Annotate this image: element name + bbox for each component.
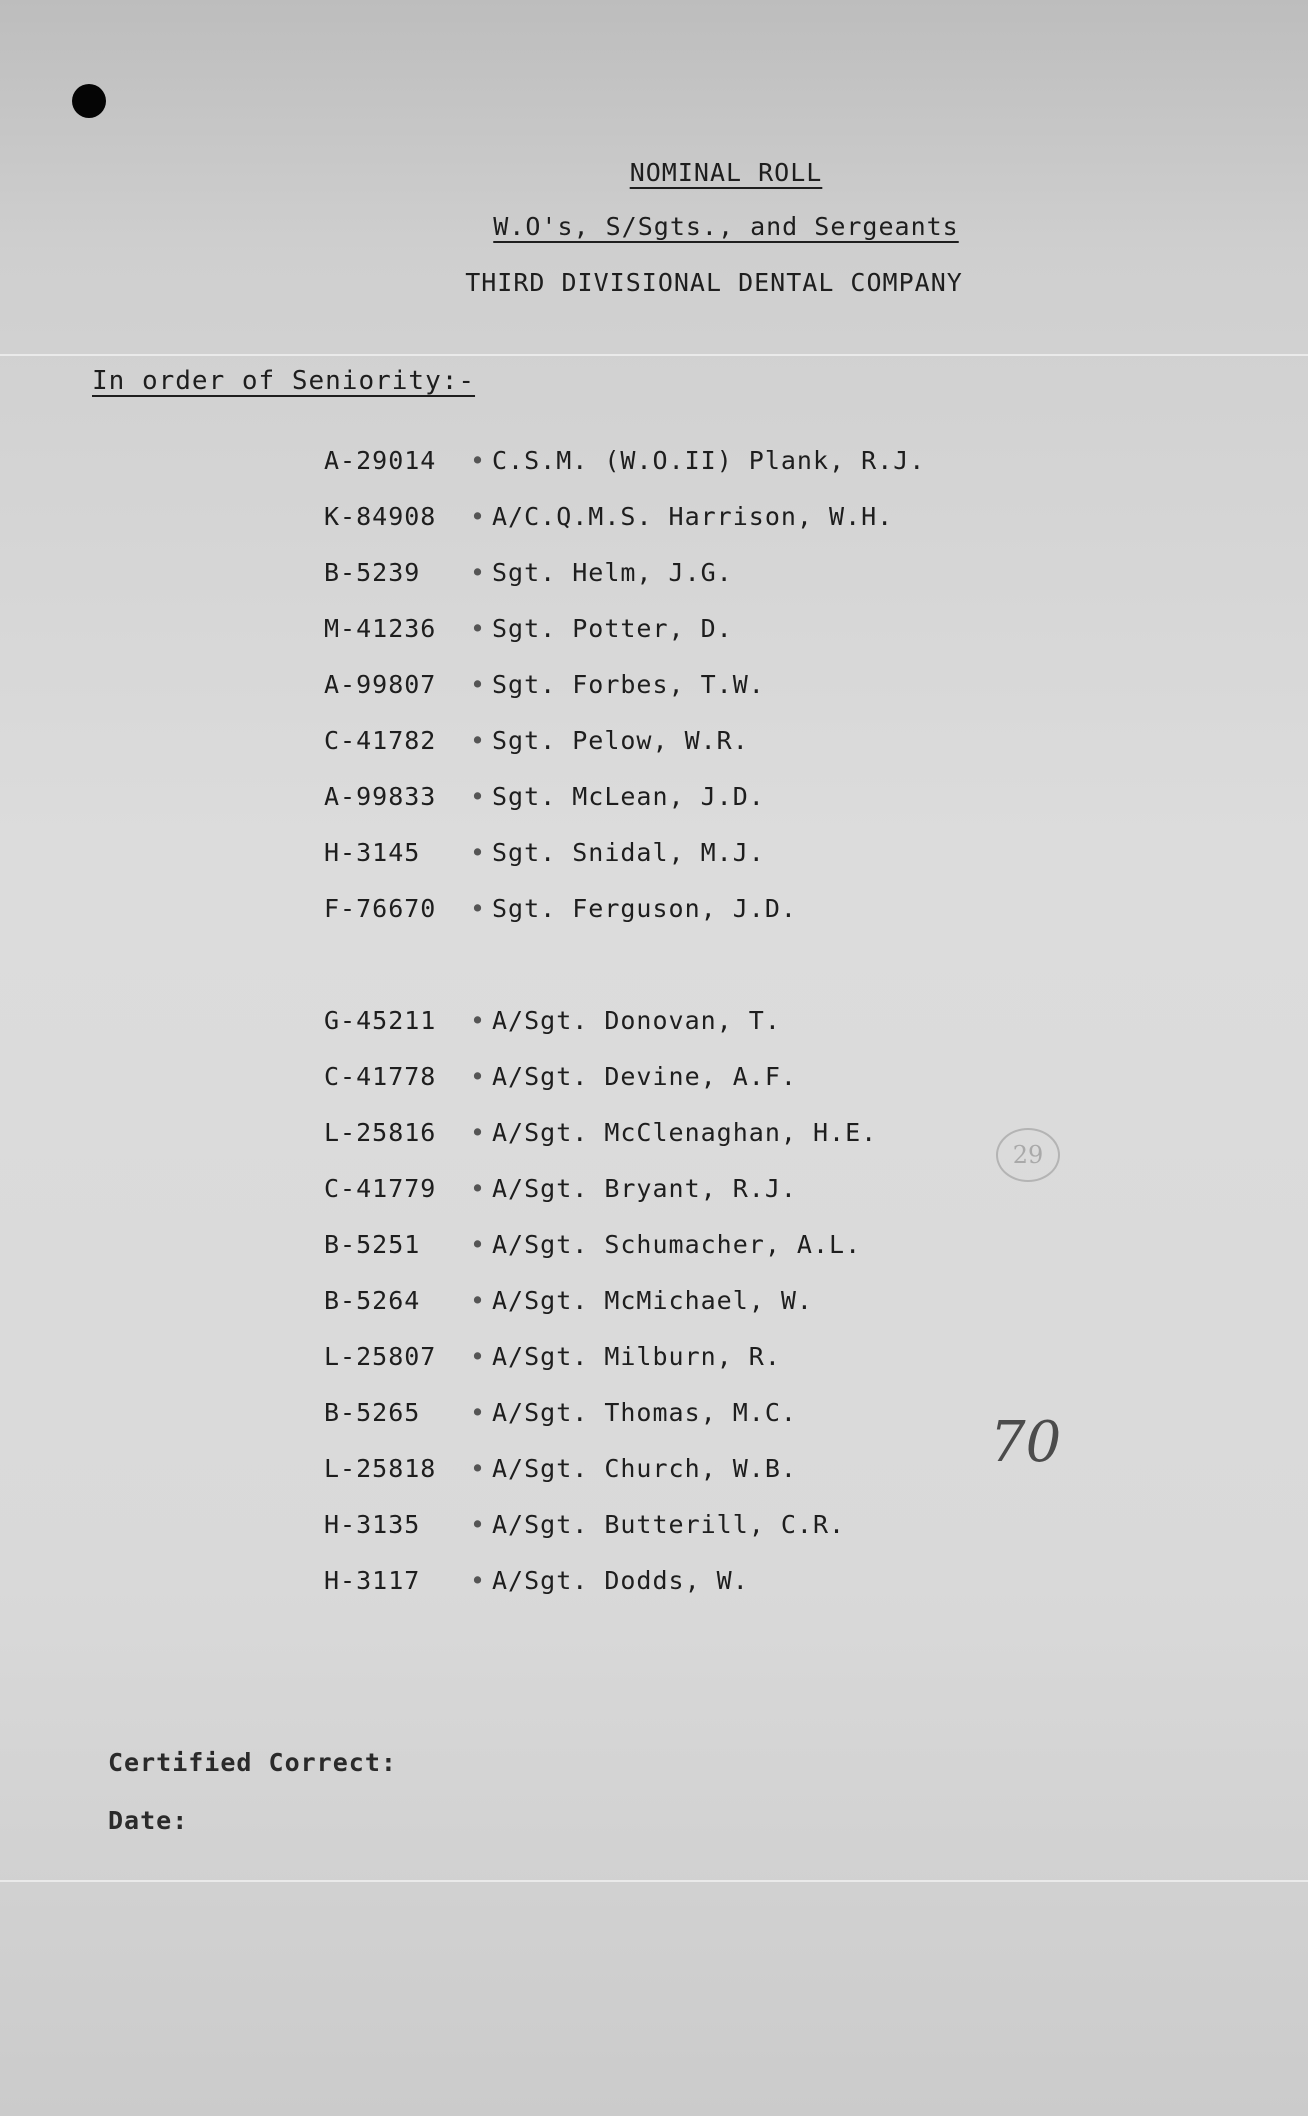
roll-entry (324, 712, 925, 768)
entry-bullet: • (470, 893, 487, 923)
entry-bullet: • (470, 781, 487, 811)
date-label: Date: (108, 1806, 189, 1835)
entry-bullet: • (470, 445, 487, 475)
roll-entry (324, 1552, 925, 1608)
group-separator (324, 936, 925, 992)
member-name: Harrison, W.H. (668, 501, 894, 531)
punch-hole (72, 84, 106, 118)
member-name: Snidal, M.J. (572, 837, 765, 867)
entry-bullet: • (470, 613, 487, 643)
member-name: Thomas, M.C. (604, 1397, 797, 1427)
service-number: H-3145 (324, 837, 421, 867)
service-number: H-3117 (324, 1565, 421, 1595)
service-number: C-41779 (324, 1173, 437, 1203)
member-name: Devine, A.F. (604, 1061, 797, 1091)
rank-text: A/Sgt. (492, 1005, 589, 1035)
roll-entry (324, 1272, 925, 1328)
service-number: L-25816 (324, 1117, 437, 1147)
member-name: Milburn, R. (604, 1341, 781, 1371)
rank-text: Sgt. (492, 557, 557, 587)
roll-entry (324, 544, 925, 600)
rank-text: Sgt. (492, 613, 557, 643)
rank-text: A/Sgt. (492, 1117, 589, 1147)
nominal-roll-list (324, 432, 925, 1608)
roll-entry (324, 1216, 925, 1272)
entry-bullet: • (470, 1509, 487, 1539)
handwritten-note: 70 (990, 1410, 1062, 1475)
member-name: Bryant, R.J. (604, 1173, 797, 1203)
member-name: McClenaghan, H.E. (604, 1117, 878, 1147)
rank-text: A/Sgt. (492, 1341, 589, 1371)
member-name: Forbes, T.W. (572, 669, 765, 699)
member-name: Potter, D. (572, 613, 733, 643)
rank-text: A/Sgt. (492, 1229, 589, 1259)
rank-text: A/C.Q.M.S. (492, 501, 653, 531)
service-number: B-5239 (324, 557, 421, 587)
entry-bullet: • (470, 557, 487, 587)
service-number: F-76670 (324, 893, 437, 923)
entry-bullet: • (470, 1061, 487, 1091)
rank-text: A/Sgt. (492, 1285, 589, 1315)
roll-entry (324, 488, 925, 544)
rank-text: A/Sgt. (492, 1509, 589, 1539)
service-number: H-3135 (324, 1509, 421, 1539)
roll-entry (324, 824, 925, 880)
service-number: B-5265 (324, 1397, 421, 1427)
roll-entry (324, 432, 925, 488)
member-name: Church, W.B. (604, 1453, 797, 1483)
rank-text: A/Sgt. (492, 1061, 589, 1091)
member-name: Butterill, C.R. (604, 1509, 846, 1539)
roll-entry (324, 1496, 925, 1552)
rank-text: Sgt. (492, 893, 557, 923)
member-name: Schumacher, A.L. (604, 1229, 862, 1259)
service-number: C-41778 (324, 1061, 437, 1091)
roll-entry (324, 1104, 925, 1160)
roll-entry (324, 600, 925, 656)
entry-bullet: • (470, 837, 487, 867)
member-name: Ferguson, J.D. (572, 893, 797, 923)
rank-text: A/Sgt. (492, 1453, 589, 1483)
entry-bullet: • (470, 669, 487, 699)
entry-bullet: • (470, 501, 487, 531)
roll-entry (324, 1440, 925, 1496)
service-number: C-41782 (324, 725, 437, 755)
service-number: A-99807 (324, 669, 437, 699)
member-name: Helm, J.G. (572, 557, 733, 587)
certified-correct-label: Certified Correct: (108, 1748, 397, 1777)
roll-entry (324, 656, 925, 712)
rank-text: C.S.M. (W.O.II) (492, 445, 733, 475)
entry-bullet: • (470, 1565, 487, 1595)
entry-bullet: • (470, 1005, 487, 1035)
member-name: McMichael, W. (604, 1285, 813, 1315)
rank-text: A/Sgt. (492, 1173, 589, 1203)
roll-entry (324, 1048, 925, 1104)
roll-entry (324, 880, 925, 936)
entry-bullet: • (470, 1341, 487, 1371)
service-number: K-84908 (324, 501, 437, 531)
circled-page-mark: 29 (996, 1128, 1060, 1182)
document-title: NOMINAL ROLL (629, 158, 823, 187)
rank-text: Sgt. (492, 837, 557, 867)
service-number: A-99833 (324, 781, 437, 811)
entry-bullet: • (470, 1173, 487, 1203)
member-name: Plank, R.J. (748, 445, 926, 475)
entry-bullet: • (470, 1117, 487, 1147)
company-name: THIRD DIVISIONAL DENTAL COMPANY (465, 268, 963, 297)
member-name: Pelow, W.R. (572, 725, 749, 755)
service-number: B-5264 (324, 1285, 421, 1315)
service-number: L-25818 (324, 1453, 437, 1483)
roll-entry (324, 1384, 925, 1440)
entry-bullet: • (470, 1453, 487, 1483)
fold-line-top (0, 354, 1308, 356)
roll-entry (324, 1328, 925, 1384)
entry-bullet: • (470, 1285, 487, 1315)
rank-text: Sgt. (492, 781, 557, 811)
member-name: Donovan, T. (604, 1005, 781, 1035)
fold-line-bottom (0, 1880, 1308, 1882)
rank-text: A/Sgt. (492, 1397, 589, 1427)
service-number: A-29014 (324, 445, 437, 475)
rank-text: Sgt. (492, 725, 557, 755)
section-label: In order of Seniority:- (92, 366, 476, 396)
entry-bullet: • (470, 1397, 487, 1427)
entry-bullet: • (470, 725, 487, 755)
roll-entry (324, 1160, 925, 1216)
service-number: G-45211 (324, 1005, 437, 1035)
member-name: McLean, J.D. (572, 781, 765, 811)
document-subtitle: W.O's, S/Sgts., and Sergeants (493, 212, 959, 241)
member-name: Dodds, W. (604, 1565, 749, 1595)
rank-text: Sgt. (492, 669, 557, 699)
roll-entry (324, 992, 925, 1048)
roll-entry (324, 768, 925, 824)
rank-text: A/Sgt. (492, 1565, 589, 1595)
service-number: L-25807 (324, 1341, 437, 1371)
entry-bullet: • (470, 1229, 487, 1259)
service-number: B-5251 (324, 1229, 421, 1259)
service-number: M-41236 (324, 613, 437, 643)
